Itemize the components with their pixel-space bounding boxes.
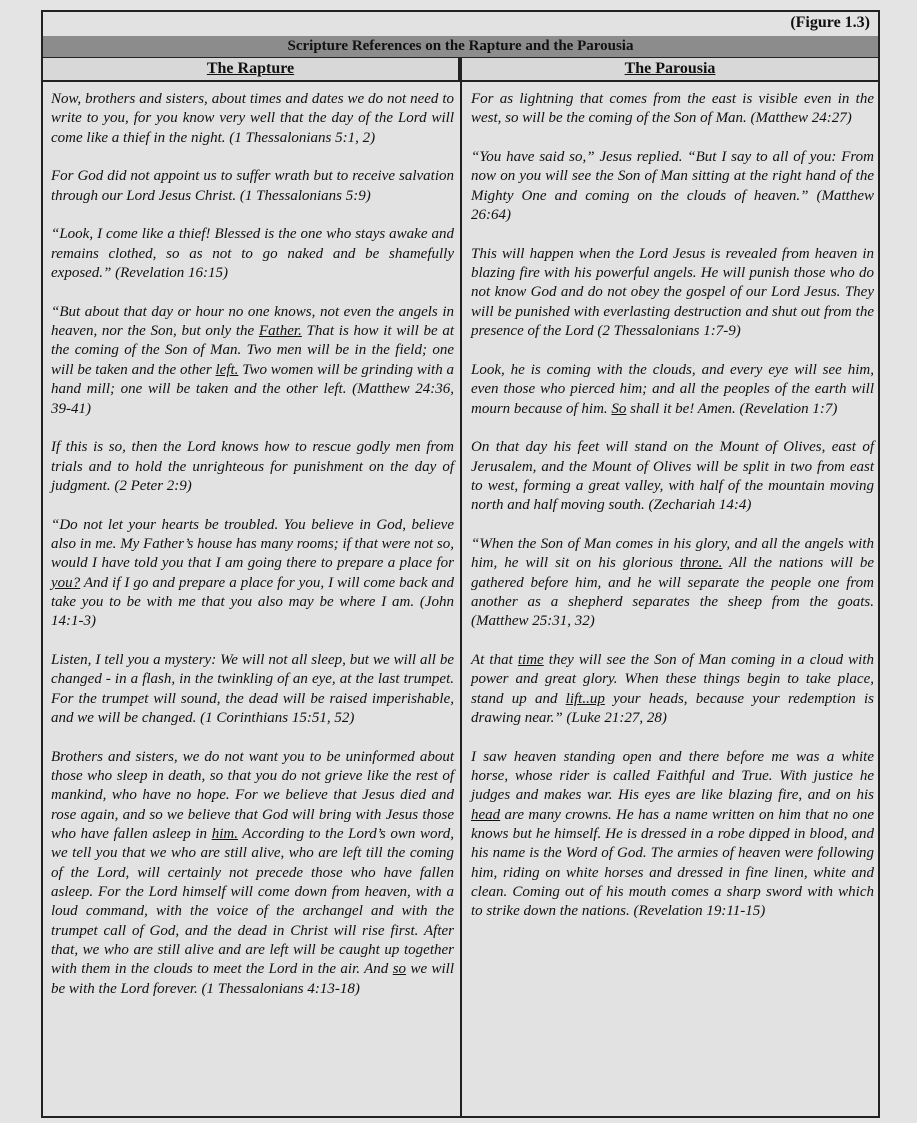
scripture-passage	[471, 361, 874, 419]
passage-text: are many crowns. He has a name written on him that no one knows but he himself. He is dressed in a robe dipped in blood, and his name is the Word of God. The armies of heaven were following him, riding on white horses and dressed in fine linen, white and clean. Coming out of his mouth comes a sharp sword with which to strike down the nations. (Revelation 19:11-15)	[471, 806, 874, 920]
scripture-passage	[51, 303, 454, 419]
underlined-word: time	[517, 651, 544, 668]
scripture-passage	[51, 748, 454, 999]
passage-text: That is how it will be at the coming of the Son of Man. Two men will be in the field; one will be taken and the other	[51, 323, 454, 378]
figure-label: (Figure 1.3)	[43, 12, 878, 38]
underlined-word: So	[611, 400, 627, 417]
scripture-passage	[51, 438, 454, 496]
table-title: Scripture References on the Rapture and the Parousia	[43, 36, 878, 59]
underlined-word: throne.	[679, 555, 723, 572]
passage-text: we will be with the Lord forever. (1 Thessalonians 4:13-18)	[51, 961, 455, 997]
passage-text: Now, brothers and sisters, about times and dates we do not need to write to you, for you know very well that the day of the Lord will come like a thief in the night. (1 Thessalonians 5:1, 2)	[51, 91, 454, 146]
passage-text: “Look, I come like a thief! Blessed is the one who stays awake and remains clothed, so as not to go naked and be shamefully exposed.” (Revelation 16:15)	[51, 226, 454, 282]
passage-text: This will happen when the Lord Jesus is revealed from heaven in blazing fire with his powerful angels. He will punish those who do not know God and do not obey the gospel of our Lord Jesus. They will be punished with everlasting destruction and shut out from the presence of the Lord (2 Thessalonians 1:7-9)	[471, 245, 874, 340]
rapture-column-header: The Rapture	[43, 58, 460, 80]
parousia-column-header: The Parousia	[462, 58, 878, 80]
underlined-word: lift..up	[565, 690, 605, 707]
scripture-passage	[51, 167, 454, 206]
passage-text: “Do not let your hearts be troubled. You believe in God, believe also in me. My Father’s house has many rooms; if that were not so, would I have told you that I am going there to prepare a place for	[51, 516, 454, 572]
passage-text: your heads, because your redemption is drawing near.” (Luke 21:27, 28)	[471, 690, 874, 726]
parousia-column	[471, 90, 874, 941]
underlined-word: Father.	[258, 323, 302, 340]
scripture-passage	[471, 438, 874, 515]
passage-text: “But about that day or hour no one knows, not even the angels in heaven, nor the Son, but only the	[51, 303, 454, 340]
scripture-passage	[471, 748, 874, 922]
passage-text: Brothers and sisters, we do not want you to be uninformed about those who sleep in death, so that you do not grieve like the rest of mankind, who have no hope. For we believe that Jesus died and rose again, and so we believe that God will bring with Jesus those who have fallen asleep in	[51, 748, 454, 843]
passage-text: At that	[471, 651, 518, 668]
scripture-passage	[51, 651, 454, 728]
scripture-passage	[471, 535, 874, 632]
rapture-column	[51, 90, 454, 1019]
passage-text: According to the Lord’s own word, we tell you that we who are still alive, who are left till the coming of the Lord, will certainly not precede those who have fallen asleep. For the Lord himself will come down from heaven, with a loud command, with the voice of the archangel and with the trumpet call of God, and the dead in Christ will rise first. After that, we who are still alive and are left will be caught up together with them in the clouds to meet the Lord in the air. And	[51, 826, 455, 978]
scripture-passage	[51, 90, 454, 148]
underlined-word: him.	[211, 826, 238, 843]
passage-text: they will see the Son of Man coming in a cloud with power and great glory. When these things begin to take place, stand up and	[471, 651, 875, 707]
passage-text: shall it be! Amen. (Revelation 1:7)	[626, 400, 838, 417]
passage-text: For God did not appoint us to suffer wrath but to receive salvation through our Lord Jesus Christ. (1 Thessalonians 5:9)	[51, 168, 454, 204]
passage-text: For as lightning that comes from the east is visible even in the west, so will be the coming of the Son of Man. (Matthew 24:27)	[471, 91, 874, 127]
figure-table	[41, 10, 880, 1118]
passage-text: On that day his feet will stand on the Mount of Olives, east of Jerusalem, and the Mount of Olives will be split in two from east to west, forming a great valley, with half of the mountain moving north and half moving south. (Zechariah 14:4)	[471, 439, 874, 514]
scripture-passage	[471, 245, 874, 342]
passage-text: I saw heaven standing open and there before me was a white horse, whose rider is called Faithful and True. With justice he judges and makes war. His eyes are like blazing fire, and on his	[471, 748, 874, 804]
passage-text: All the nations will be gathered before him, and he will separate the people one from another as a shepherd separates the sheep from the goats. (Matthew 25:31, 32)	[471, 555, 874, 630]
underlined-word: head	[471, 806, 501, 823]
scripture-passage	[471, 90, 874, 129]
passage-text: If this is so, then the Lord knows how to rescue godly men from trials and to hold the unrighteous for punishment on the day of judgment. (2 Peter 2:9)	[51, 439, 454, 494]
passage-text: Two women will be grinding with a hand mill; one will be taken and the other left. (Matthew 24:36, 39-41)	[51, 361, 454, 417]
scripture-passage	[471, 651, 874, 728]
passage-text: And if I go and prepare a place for you, I will come back and take you to be with me that you also may be where I am. (John 14:1-3)	[51, 574, 454, 630]
scripture-passage	[51, 516, 454, 632]
underlined-word: left.	[215, 361, 239, 378]
passage-text: Listen, I tell you a mystery: We will not all sleep, but we will all be changed - in a flash, in the twinkling of an eye, at the last trumpet. For the trumpet will sound, the dead will be raised imperishable, and we will be changed. (1 Corinthians 15:51, 52)	[51, 651, 454, 726]
passage-text: “When the Son of Man comes in his glory, and all the angels with him, he will sit on his glorious	[471, 535, 874, 572]
scripture-passage	[51, 225, 454, 283]
column-divider	[460, 58, 462, 1116]
underlined-word: you?	[51, 574, 81, 591]
underlined-word: so	[392, 961, 407, 978]
scripture-passage	[471, 148, 874, 225]
passage-text: “You have said so,” Jesus replied. “But I say to all of you: From now on you will see the Son of Man sitting at the right hand of the Mighty One and coming on the clouds of heaven.” (Matthew 26:64)	[471, 149, 874, 224]
passage-text: Look, he is coming with the clouds, and every eye will see him, even those who pierced him; and all the peoples of the earth will mourn because of him.	[471, 361, 874, 417]
